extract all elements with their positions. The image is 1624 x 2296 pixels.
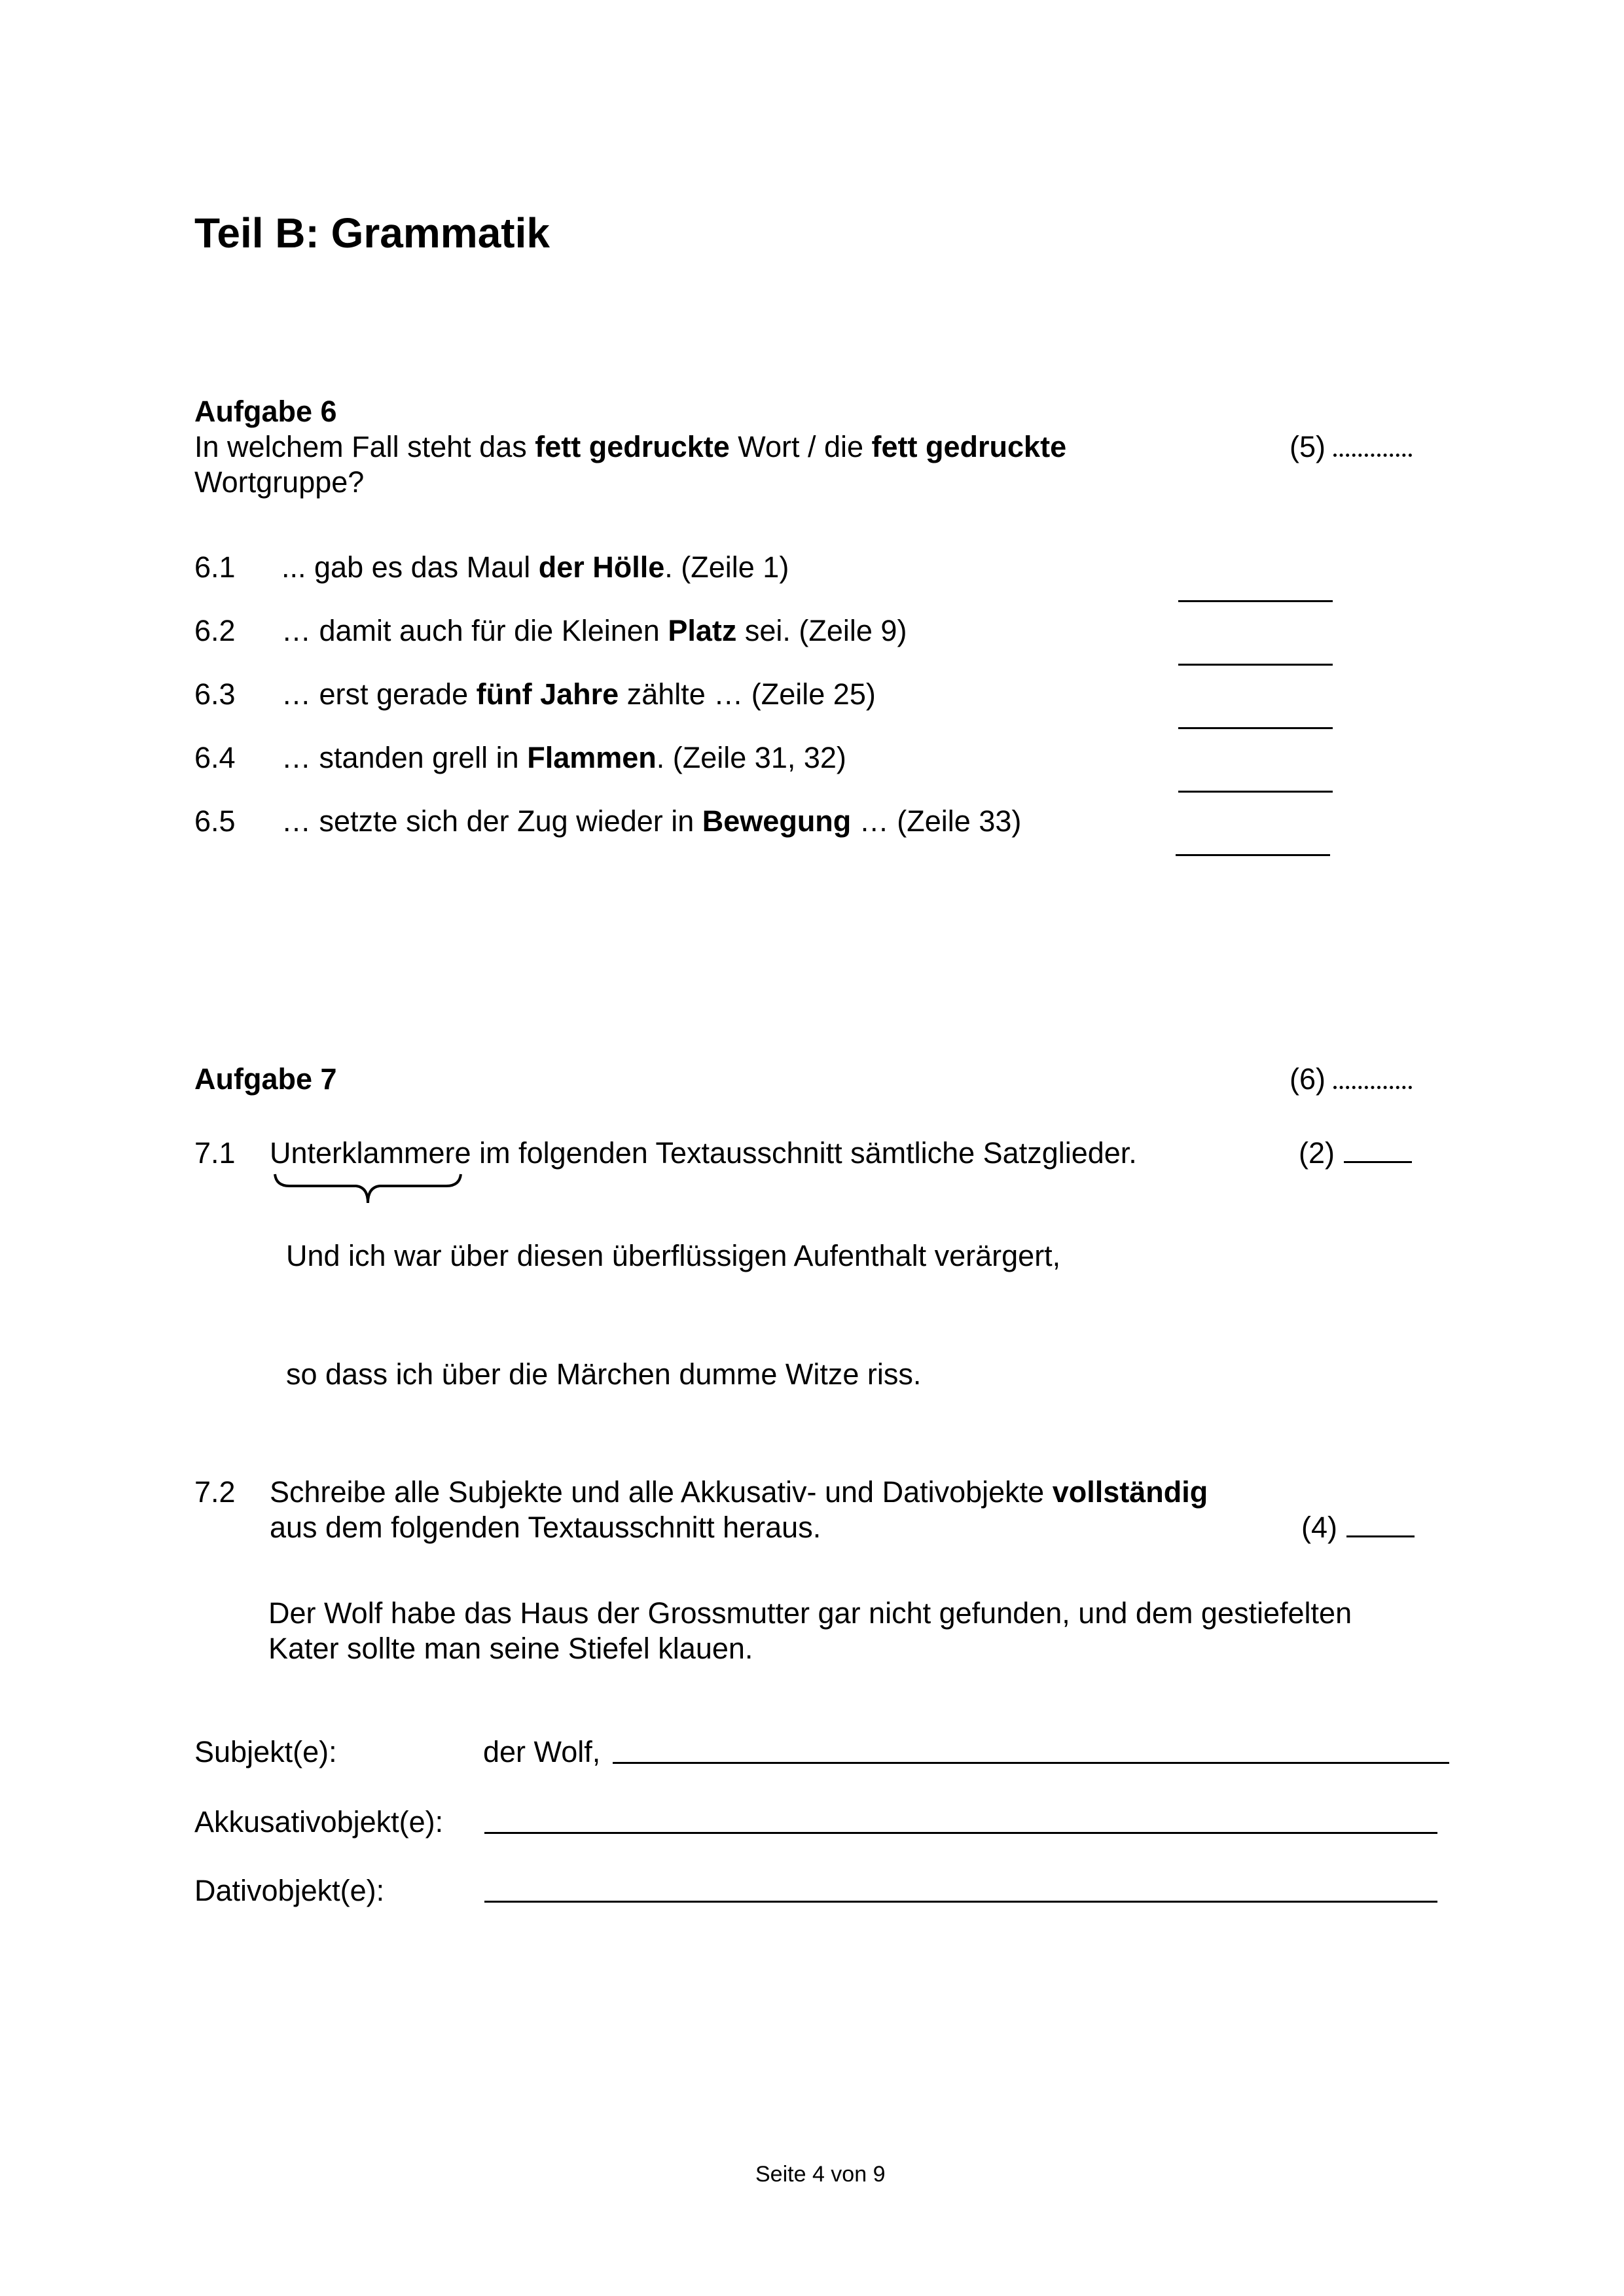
item-number: 6.5 [194,804,236,838]
sub71-number: 7.1 [194,1136,236,1170]
item-bold: der Hölle [538,550,665,584]
item-bold: Platz [668,614,737,647]
answer-field[interactable] [1178,753,1333,793]
sub71-instruction: Unterklammere im folgenden Textausschnitt sämtliche Satzglieder. [270,1136,1137,1170]
sub72-points [1301,1510,1415,1545]
aufgabe6-question [194,429,1066,465]
subjekt-prefill: der Wolf, [483,1735,601,1768]
dativ-answer-field[interactable] [484,1901,1437,1903]
sub72-number: 7.2 [194,1475,236,1509]
item-text: ... gab es das Maul [281,550,539,584]
answer-line [1178,664,1333,666]
question-bold: fett gedruckte [871,430,1067,463]
aufgabe6-points [1290,429,1412,465]
item-text: . (Zeile 31, 32) [656,741,846,774]
points-dotted-field[interactable] [1333,454,1412,457]
item-text: … damit auch für die Kleinen [281,614,668,647]
item-number: 6.4 [194,741,236,774]
answer-field[interactable] [1178,563,1333,602]
answer-line [1178,600,1333,602]
item-sentence [281,677,876,712]
question-bold: fett gedruckte [535,430,730,463]
dativ-label: Dativobjekt(e): [194,1874,385,1907]
page-footer: Seite 4 von 9 [755,2162,886,2187]
item-sentence [281,804,1021,839]
sub72-instruction-line2: aus dem folgenden Textausschnitt heraus. [270,1511,821,1544]
instruction-text: Schreibe alle Subjekte und alle Akkusativ- und Dativobjekte [270,1475,1053,1509]
sub72-instruction [270,1475,1208,1510]
instruction-bold: vollständig [1052,1475,1208,1509]
aufgabe6-question-line2: Wortgruppe? [194,465,365,499]
points-label: (6) [1290,1062,1326,1096]
item-text: … erst gerade [281,677,477,711]
sub71-points [1299,1136,1412,1171]
akkusativ-answer-field[interactable] [484,1832,1437,1834]
points-field[interactable] [1344,1161,1412,1163]
item-text: … (Zeile 33) [851,804,1022,838]
aufgabe7-points [1290,1062,1412,1097]
question-text: In welchem Fall steht das [194,430,535,463]
points-label: (5) [1290,430,1326,463]
subjekt-answer-field[interactable] [613,1762,1449,1764]
item-number: 6.3 [194,677,236,711]
answer-line [1176,854,1330,856]
points-label: (4) [1301,1511,1337,1544]
item-bold: Bewegung [702,804,852,838]
item-sentence [281,550,789,585]
answer-field[interactable] [1178,690,1333,729]
item-text: sei. (Zeile 9) [736,614,907,647]
item-sentence [281,740,846,776]
item-sentence [281,613,907,649]
item-text: … setzte sich der Zug wieder in [281,804,702,838]
points-label: (2) [1299,1136,1335,1170]
sub72-text-line2: Kater sollte man seine Stiefel klauen. [268,1632,753,1665]
page-title: Teil B: Grammatik [194,209,550,257]
subjekt-label: Subjekt(e): [194,1735,337,1768]
aufgabe6-heading: Aufgabe 6 [194,395,337,428]
points-dotted-field[interactable] [1333,1086,1412,1089]
item-text: zählte … (Zeile 25) [619,677,876,711]
points-field[interactable] [1346,1535,1415,1537]
answer-line [1178,791,1333,793]
item-text: … standen grell in [281,741,528,774]
answer-field[interactable] [1176,817,1330,856]
sub71-text-line2: so dass ich über die Märchen dumme Witze riss. [286,1357,922,1391]
sub71-text-line1: Und ich war über diesen überflüssigen Aufenthalt verärgert, [286,1239,1061,1272]
item-bold: Flammen [527,741,657,774]
item-number: 6.1 [194,550,236,584]
item-number: 6.2 [194,614,236,647]
answer-line [1178,727,1333,729]
akkusativ-label: Akkusativobjekt(e): [194,1805,444,1839]
aufgabe7-heading: Aufgabe 7 [194,1062,337,1096]
answer-field[interactable] [1178,626,1333,666]
sub72-text-line1: Der Wolf habe das Haus der Grossmutter gar nicht gefunden, und dem gestiefelten [268,1596,1352,1630]
underbrace-example-icon [272,1173,463,1207]
question-text: Wort / die [729,430,872,463]
item-bold: fünf Jahre [476,677,619,711]
item-text: . (Zeile 1) [664,550,789,584]
